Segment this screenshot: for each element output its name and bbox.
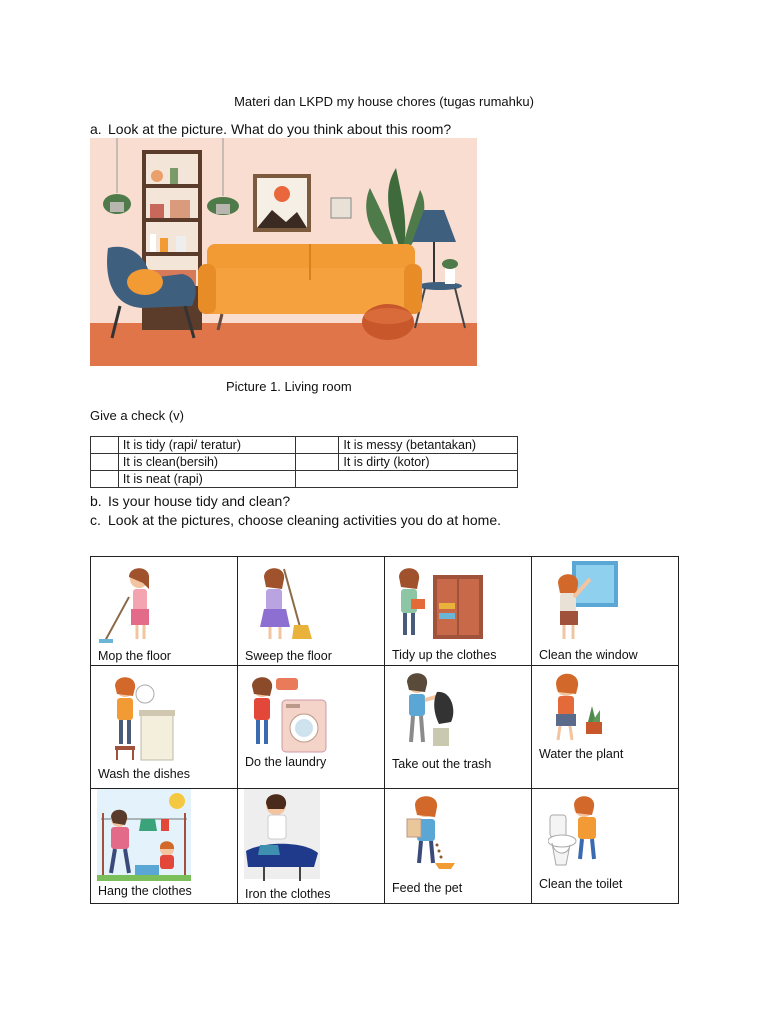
question-a-text: Look at the picture. What do you think about this room? (108, 121, 452, 137)
activity-cell[interactable] (385, 789, 531, 903)
activity-label: Clean the window (539, 648, 638, 662)
toilet-icon (548, 793, 612, 871)
check-box[interactable] (91, 471, 119, 488)
statement-cell: It is tidy (rapi/ teratur) (118, 437, 295, 454)
activity-label: Hang the clothes (98, 884, 192, 898)
question-a (90, 121, 451, 137)
trash-bag-icon (397, 670, 467, 748)
activity-cell[interactable] (91, 666, 237, 788)
activity-cell[interactable] (91, 557, 237, 665)
activity-label: Water the plant (539, 747, 624, 761)
clothesline-icon (97, 789, 191, 881)
living-room-picture (90, 138, 477, 366)
iron-icon (244, 789, 320, 885)
check-box[interactable] (295, 454, 339, 471)
activity-label: Do the laundry (245, 755, 327, 769)
question-c-number: c. (90, 512, 101, 528)
activity-cell[interactable] (385, 666, 531, 788)
dishes-icon (109, 674, 179, 764)
question-b-text: Is your house tidy and clean? (108, 493, 291, 509)
activity-cell[interactable] (532, 557, 678, 665)
picture-caption: Picture 1. Living room (226, 379, 352, 394)
question-b (90, 493, 290, 509)
check-box[interactable] (91, 454, 119, 471)
statement-cell: It is dirty (kotor) (339, 454, 518, 471)
statement-cell: It is messy (betantakan) (339, 437, 518, 454)
activity-cell[interactable] (238, 557, 384, 665)
table-row (91, 437, 518, 454)
statement-cell (295, 471, 517, 488)
question-c (90, 512, 501, 528)
activity-cell[interactable] (385, 557, 531, 665)
activity-cell[interactable] (91, 789, 237, 903)
washing-machine-icon (246, 672, 330, 756)
activity-label: Feed the pet (392, 881, 463, 895)
plant-icon (542, 670, 612, 744)
question-c-text: Look at the pictures, choose cleaning activities you do at home. (108, 512, 502, 528)
statement-cell: It is clean(bersih) (118, 454, 295, 471)
statement-cell: It is neat (rapi) (118, 471, 295, 488)
check-box[interactable] (91, 437, 119, 454)
activity-cell[interactable] (238, 666, 384, 788)
activity-label: Tidy up the clothes (392, 648, 497, 662)
activity-label: Clean the toilet (539, 877, 623, 891)
table-row (91, 454, 518, 471)
mop-icon (99, 563, 169, 645)
activity-label: Sweep the floor (245, 649, 332, 663)
activity-cell[interactable] (238, 789, 384, 903)
activity-cell[interactable] (532, 666, 678, 788)
broom-icon (246, 565, 316, 643)
document-title: Materi dan LKPD my house chores (tugas rumahku) (234, 94, 534, 109)
pet-food-icon (399, 793, 469, 873)
window-icon (542, 559, 622, 645)
activity-label: Mop the floor (98, 649, 171, 663)
question-a-number: a. (90, 121, 102, 137)
check-box[interactable] (295, 437, 339, 454)
activity-label: Take out the trash (392, 757, 492, 771)
activities-grid (90, 556, 679, 904)
activity-label: Wash the dishes (98, 767, 190, 781)
table-row (91, 471, 518, 488)
wardrobe-icon (395, 563, 487, 643)
question-b-number: b. (90, 493, 102, 509)
check-instruction: Give a check (v) (90, 408, 184, 423)
activity-cell[interactable] (532, 789, 678, 903)
activity-label: Iron the clothes (245, 887, 331, 901)
checklist-table (90, 436, 518, 488)
